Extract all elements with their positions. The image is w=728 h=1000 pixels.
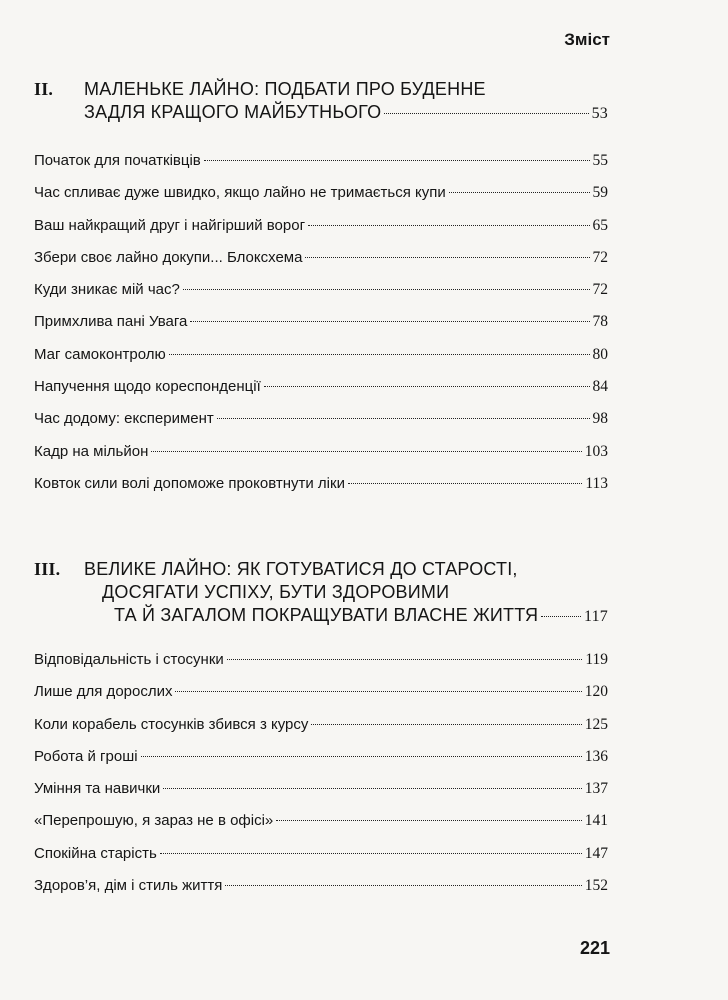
entry-page: 84 bbox=[592, 378, 608, 396]
entry-page: 125 bbox=[584, 715, 608, 733]
toc-entry-list bbox=[34, 145, 608, 500]
section-number: II. bbox=[34, 79, 54, 99]
entry-title: Час додому: експеримент bbox=[34, 410, 214, 428]
entry-page: 72 bbox=[592, 248, 608, 266]
toc-entry[interactable] bbox=[34, 644, 608, 676]
dot-leader bbox=[276, 820, 581, 821]
page-number: 221 bbox=[579, 938, 610, 958]
dot-leader bbox=[348, 483, 582, 484]
dot-leader bbox=[151, 451, 581, 452]
entry-page: 78 bbox=[592, 313, 608, 331]
section-title-final-line bbox=[34, 604, 608, 628]
dot-leader bbox=[163, 788, 581, 789]
dot-leader bbox=[169, 354, 590, 355]
toc-entry[interactable] bbox=[34, 805, 608, 837]
toc-entry[interactable] bbox=[34, 773, 608, 805]
section-title-final-line bbox=[34, 101, 608, 125]
dot-leader bbox=[308, 225, 589, 226]
toc-entry[interactable] bbox=[34, 306, 608, 338]
section-title-line: ДОСЯГАТИ УСПІХУ, БУТИ ЗДОРОВИМИ bbox=[102, 582, 450, 602]
entry-title: Кадр на мільйон bbox=[34, 442, 149, 460]
dot-leader bbox=[384, 113, 588, 114]
toc-entry[interactable] bbox=[34, 468, 608, 500]
section-title-line: ЗАДЛЯ КРАЩОГО МАЙБУТНЬОГО bbox=[84, 102, 382, 122]
entry-title: Ковток сили волі допоможе проковтнути ліки bbox=[34, 474, 345, 492]
entry-title: Здоров’я, дім і стиль життя bbox=[34, 877, 223, 895]
entry-page: 137 bbox=[584, 780, 608, 798]
toc-entry[interactable] bbox=[34, 838, 608, 870]
toc-entry[interactable] bbox=[34, 403, 608, 435]
toc-entry[interactable] bbox=[34, 339, 608, 371]
toc-entry[interactable] bbox=[34, 741, 608, 773]
entry-page: 120 bbox=[584, 683, 608, 701]
toc-entry[interactable] bbox=[34, 145, 608, 177]
dot-leader bbox=[449, 192, 590, 193]
section-page-number: 53 bbox=[591, 105, 608, 122]
entry-title: Лише для дорослих bbox=[34, 683, 173, 701]
toc-section-iii bbox=[34, 558, 608, 902]
entry-title: Час спливає дуже швидко, якщо лайно не тримається купи bbox=[34, 184, 446, 202]
dot-leader bbox=[190, 321, 589, 322]
toc-entry[interactable] bbox=[34, 709, 608, 741]
toc-entry[interactable] bbox=[34, 676, 608, 708]
dot-leader bbox=[227, 659, 583, 660]
toc-entry[interactable] bbox=[34, 210, 608, 242]
entry-page: 59 bbox=[592, 184, 608, 202]
entry-page: 152 bbox=[584, 877, 608, 895]
dot-leader bbox=[311, 724, 581, 725]
entry-title: Куди зникає мій час? bbox=[34, 281, 180, 299]
entry-title: Примхлива пані Увага bbox=[34, 313, 188, 331]
dot-leader bbox=[160, 853, 582, 854]
toc-entry[interactable] bbox=[34, 177, 608, 209]
section-heading bbox=[34, 558, 608, 628]
entry-title: Коли корабель стосунків збився з курсу bbox=[34, 715, 309, 733]
entry-page: 136 bbox=[584, 747, 608, 765]
section-title-line: ВЕЛИКЕ ЛАЙНО: ЯК ГОТУВАТИСЯ ДО СТАРОСТІ, bbox=[84, 559, 518, 579]
section-title-line: ТА Й ЗАГАЛОМ ПОКРАЩУВАТИ ВЛАСНЕ ЖИТТЯ bbox=[114, 605, 539, 625]
toc-entry-list bbox=[34, 644, 608, 902]
section-title-line: МАЛЕНЬКЕ ЛАЙНО: ПОДБАТИ ПРО БУДЕННЕ bbox=[84, 79, 486, 99]
toc-entry[interactable] bbox=[34, 242, 608, 274]
entry-title: Збери своє лайно докупи... Блоксхема bbox=[34, 248, 303, 266]
dot-leader bbox=[264, 386, 590, 387]
toc-entry[interactable] bbox=[34, 436, 608, 468]
dot-leader bbox=[217, 418, 590, 419]
toc-entry[interactable] bbox=[34, 870, 608, 902]
entry-title: Маг самоконтролю bbox=[34, 345, 166, 363]
entry-page: 147 bbox=[584, 844, 608, 862]
dot-leader bbox=[305, 257, 589, 258]
entry-title: Уміння та навички bbox=[34, 780, 161, 798]
toc-section-ii bbox=[34, 78, 608, 500]
dot-leader bbox=[175, 691, 581, 692]
entry-page: 65 bbox=[592, 216, 608, 234]
entry-title: Відповідальність і стосунки bbox=[34, 651, 224, 668]
entry-title: Робота й гроші bbox=[34, 747, 138, 765]
entry-page: 55 bbox=[592, 152, 608, 169]
running-header: Зміст bbox=[564, 30, 610, 49]
entry-page: 98 bbox=[592, 410, 608, 428]
dot-leader bbox=[183, 289, 590, 290]
dot-leader bbox=[541, 616, 581, 617]
entry-title: Спокійна старість bbox=[34, 844, 157, 862]
entry-page: 103 bbox=[584, 442, 608, 460]
entry-page: 113 bbox=[585, 474, 608, 492]
entry-page: 72 bbox=[592, 281, 608, 299]
dot-leader bbox=[204, 160, 590, 161]
entry-title: Напучення щодо кореспонденції bbox=[34, 378, 261, 396]
dot-leader bbox=[225, 885, 581, 886]
entry-page: 119 bbox=[585, 651, 608, 668]
dot-leader bbox=[141, 756, 582, 757]
entry-page: 141 bbox=[584, 812, 608, 830]
entry-title: «Перепрошую, я зараз не в офісі» bbox=[34, 812, 274, 830]
toc-entry[interactable] bbox=[34, 371, 608, 403]
toc-entry[interactable] bbox=[34, 274, 608, 306]
section-heading bbox=[34, 78, 608, 125]
entry-title: Початок для початківців bbox=[34, 152, 201, 169]
section-number: III. bbox=[34, 559, 61, 579]
entry-page: 80 bbox=[592, 345, 608, 363]
section-page-number: 117 bbox=[583, 608, 608, 625]
entry-title: Ваш найкращий друг і найгірший ворог bbox=[34, 216, 306, 234]
